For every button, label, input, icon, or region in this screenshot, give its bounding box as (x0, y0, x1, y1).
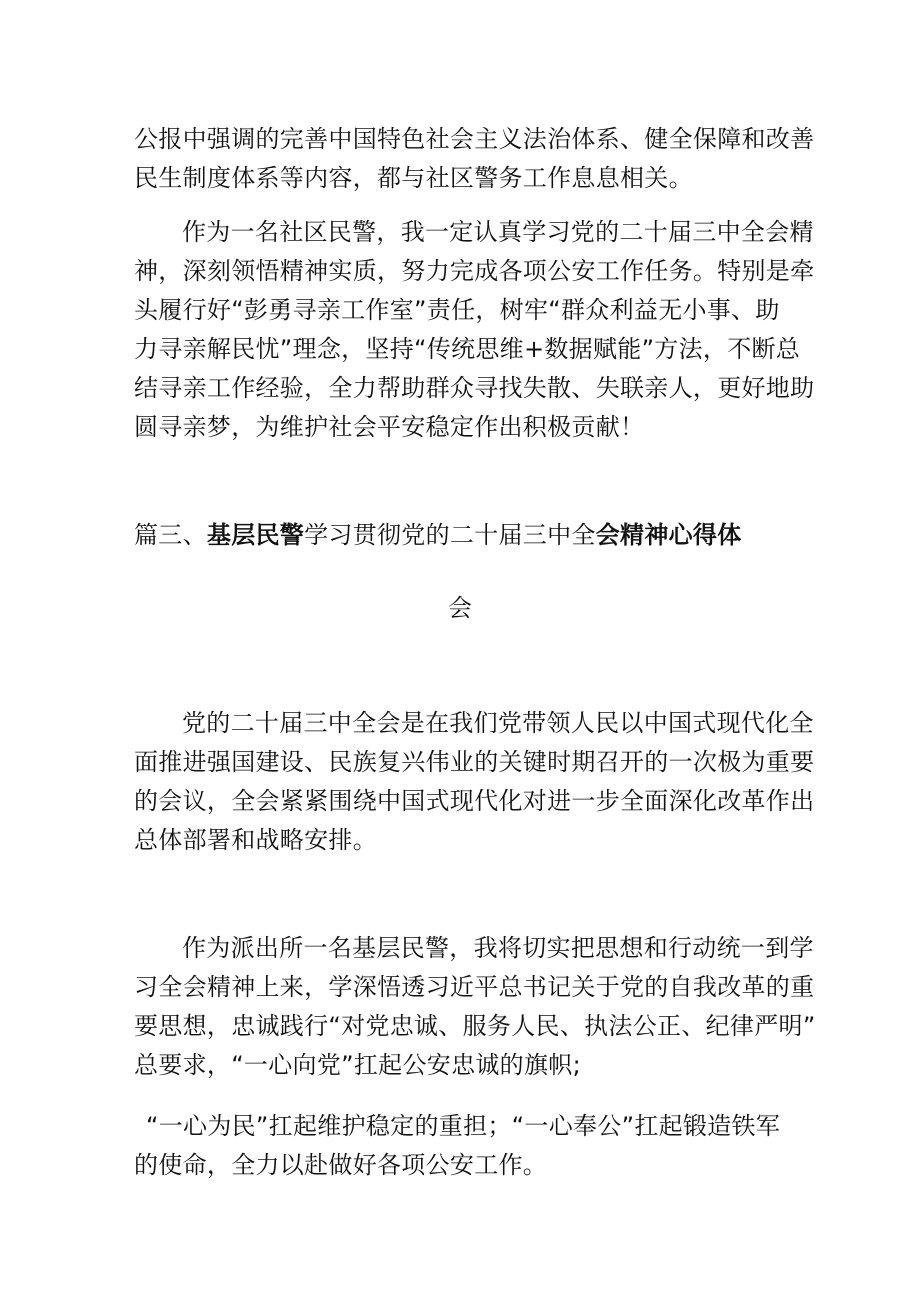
heading-prefix: 篇三、 (134, 521, 207, 549)
paragraph-line: 作为一名社区民警，我一定认真学习党的二十届三中全会精 (182, 218, 814, 246)
paragraph-line: 头履行好“彭勇寻亲工作室”责任，树牢“群众利益无小事、助 (134, 296, 780, 324)
paragraph-line: 力寻亲解民忧”理念，坚持“传统思维+数据赋能”方法，不断总 (134, 335, 801, 363)
paragraph-line: 的会议，全会紧紧围绕中国式现代化对进一步全面深化改革作出 (134, 787, 815, 815)
heading-bold-text: 基层民警 (206, 521, 305, 549)
paragraph-line: 民生制度体系等内容，都与社区警务工作息息相关。 (134, 164, 693, 192)
paragraph-line: “一心为民”扛起维护稳定的重担；“一心奉公”扛起锻造铁军 (146, 1112, 781, 1140)
paragraph-line: 公报中强调的完善中国特色社会主义法治体系、健全保障和改善 (134, 125, 815, 153)
paragraph-line: 习全会精神上来，学深悟透习近平总书记关于党的自我改革的重 (134, 973, 815, 1001)
paragraph-line: 作为派出所一名基层民警，我将切实把思想和行动统一到学 (182, 934, 814, 962)
paragraph-line: 神，深刻领悟精神实质，努力完成各项公安工作任务。特别是牵 (134, 257, 815, 285)
paragraph-line: 圆寻亲梦，为维护社会平安稳定作出积极贡献！ (134, 413, 645, 441)
paragraph-line: 面推进强国建设、民族复兴伟业的关键时期召开的一次极为重要 (134, 748, 815, 776)
section-heading (134, 520, 742, 550)
paragraph-line: 结寻亲工作经验，全力帮助群众寻找失散、失联亲人，更好地助 (134, 374, 815, 402)
paragraph-line: 党的二十届三中全会是在我们党带领人民以中国式现代化全 (182, 709, 814, 737)
paragraph-line: 总体部署和战略安排。 (134, 826, 377, 854)
paragraph-line: 的使命，全力以赴做好各项公安工作。 (134, 1151, 548, 1179)
paragraph-line: 总要求，“一心向党”扛起公安忠诚的旗帜; (134, 1051, 581, 1079)
paragraph-line: 要思想，忠诚践行“对党忠诚、服务人民、执法公正、纪律严明” (134, 1012, 816, 1040)
heading-text: 学习贯彻党的二十届三中全 (304, 521, 596, 549)
section-heading-continuation: 会 (448, 594, 472, 622)
heading-bold-text: 会精神心得体 (595, 521, 742, 549)
